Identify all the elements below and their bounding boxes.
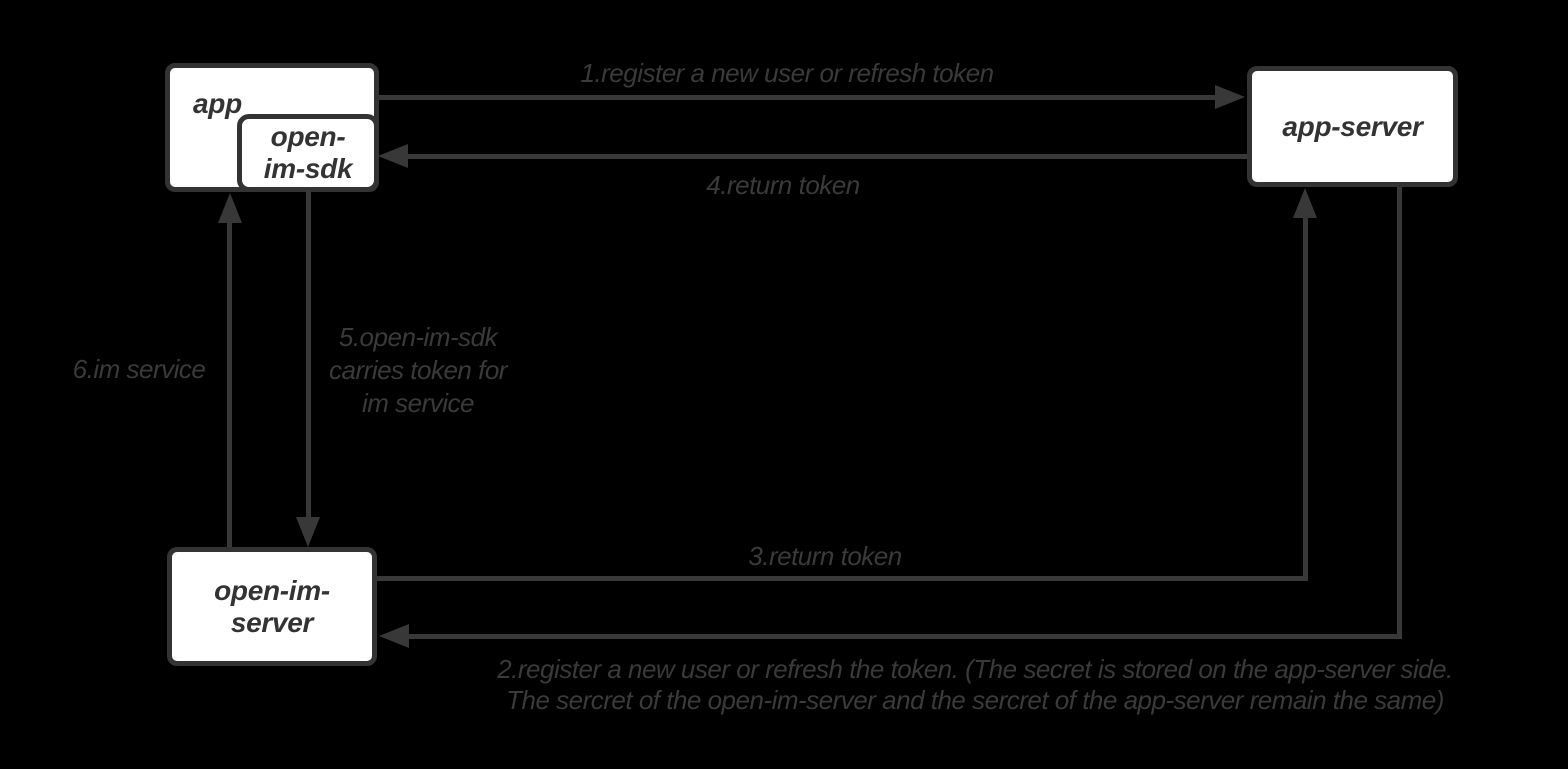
- edge5-label-line2: carries token for: [329, 355, 507, 385]
- edge3-line-vertical: [1303, 214, 1308, 581]
- open-im-sdk-node: [237, 114, 379, 192]
- edge3-arrowhead-up-icon: [1293, 188, 1317, 218]
- edge1-label: 1.register a new user or refresh token: [580, 58, 994, 88]
- edge5-label: [308, 321, 528, 420]
- open-im-server-label-line2: server: [230, 606, 314, 638]
- edge6-label: 6.im service: [72, 354, 206, 384]
- edge2-line-vertical: [1397, 187, 1402, 639]
- edge2-label: [390, 654, 1560, 716]
- edge2-label-line2: The sercret of the open-im-server and the sercret of the app-server remain the same): [506, 685, 1444, 715]
- open-im-sdk-label-line2: im-sdk: [263, 153, 353, 184]
- edge4-arrowhead-left-icon: [378, 144, 408, 168]
- edge1-line: [379, 95, 1217, 100]
- edge4-label: 4.return token: [706, 170, 860, 200]
- edge5-label-line3: im service: [361, 388, 474, 418]
- app-node-label: app: [193, 88, 242, 119]
- open-im-server-label-line1: open-im-: [214, 574, 330, 606]
- edge3-label: 3.return token: [748, 541, 902, 571]
- edge2-arrowhead-left-icon: [379, 624, 409, 648]
- app-server-node: [1247, 66, 1458, 187]
- edge2-line-horizontal: [405, 634, 1402, 639]
- edge5-arrowhead-down-icon: [296, 517, 320, 547]
- edge5-label-line1: 5.open-im-sdk: [338, 322, 498, 352]
- edge1-arrowhead-right-icon: [1215, 85, 1245, 109]
- edge2-label-line1: 2.register a new user or refresh the token. (The secret is stored on the app-server side.: [497, 654, 1453, 684]
- open-im-server-node: [167, 547, 377, 666]
- app-server-node-label: app-server: [1282, 110, 1423, 142]
- edge3-line-horizontal: [377, 576, 1308, 581]
- edge4-line: [406, 154, 1247, 159]
- open-im-sdk-label-line1: open-: [270, 121, 346, 152]
- edge6-arrowhead-up-icon: [218, 193, 242, 223]
